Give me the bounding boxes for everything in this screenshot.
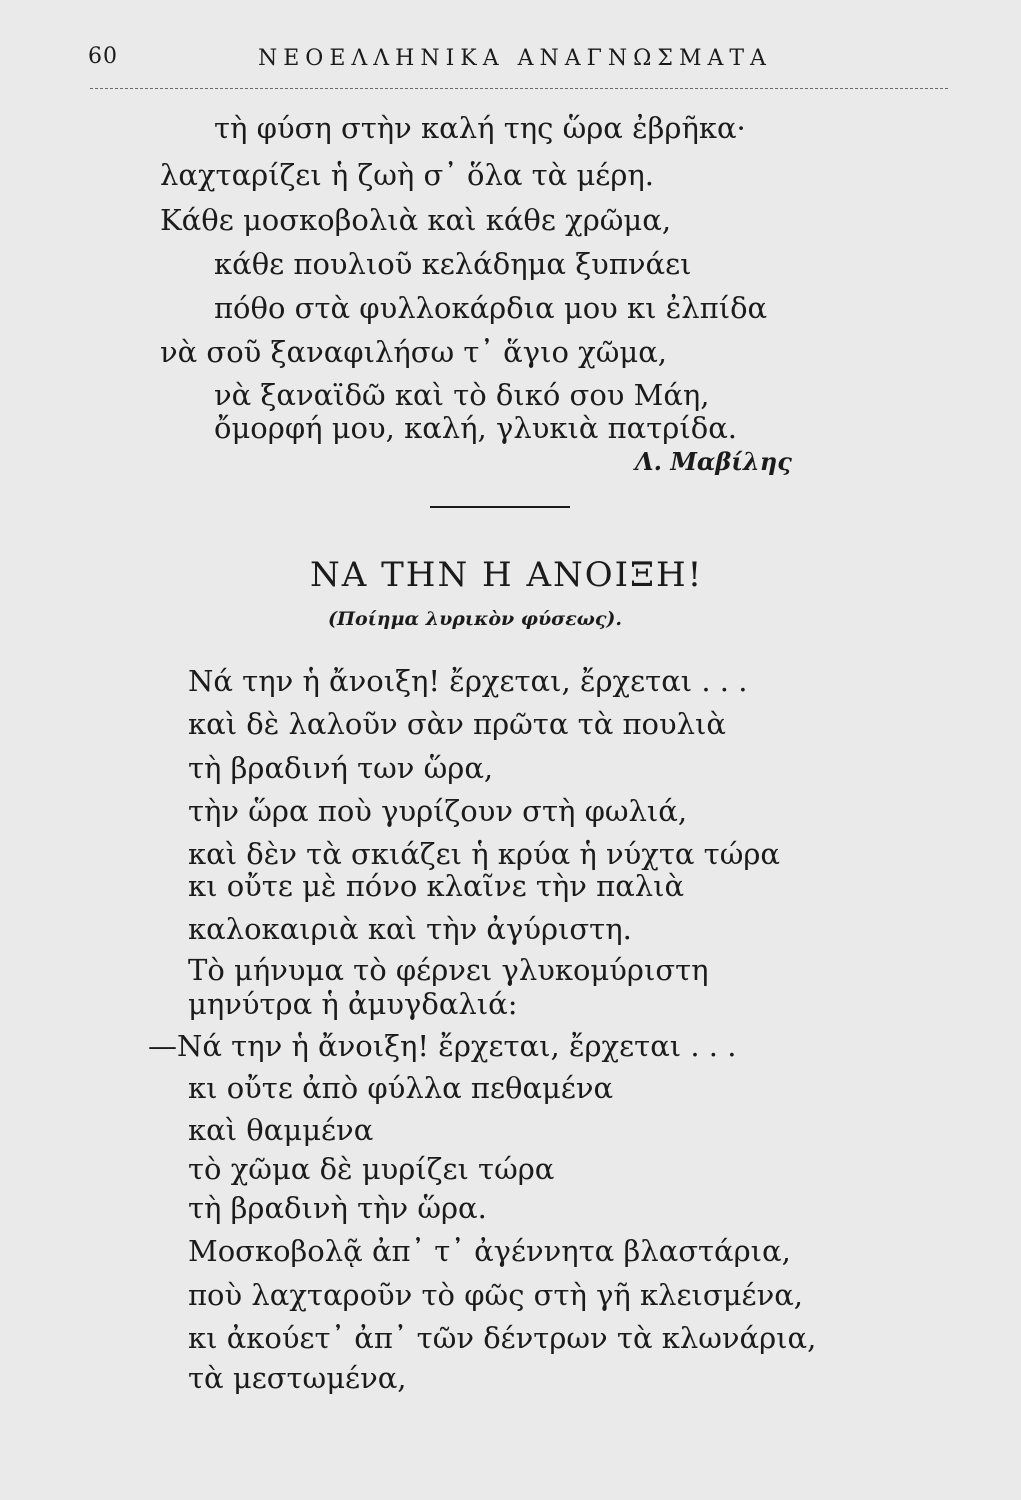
poem2-line: τὸ χῶμα δὲ μυρίζει τώρα	[188, 1152, 555, 1186]
poem2-line: τὰ μεστωμένα,	[188, 1361, 407, 1395]
poem2-line: —Νά την ἡ ἄνοιξη! ἔρχεται, ἔρχεται . . .	[148, 1029, 737, 1063]
poem1-line: λαχταρίζει ἡ ζωὴ σ᾽ ὅλα τὰ μέρη.	[160, 158, 654, 192]
section-divider	[430, 506, 570, 508]
poem1-line: νὰ σοῦ ξαναφιλήσω τ᾽ ἅγιο χῶμα,	[160, 335, 667, 369]
author-signature: Λ. Μαβίλης	[635, 447, 792, 476]
poem2-line: Μοσκοβολᾷ ἀπ᾽ τ᾽ ἀγέννητα βλαστάρια,	[188, 1234, 791, 1268]
poem1-line: κάθε πουλιοῦ κελάδημα ξυπνάει	[214, 247, 692, 281]
poem1-line: πόθο στὰ φυλλοκάρδια μου κι ἐλπίδα	[214, 291, 768, 325]
poem1-line: ὄμορφή μου, καλή, γλυκιὰ πατρίδα.	[214, 411, 737, 445]
header-divider	[90, 88, 948, 89]
poem2-line: τὴ βραδινὴ τὴν ὥρα.	[188, 1191, 487, 1225]
poem-title: ΝΑ ΤΗΝ Η ΑΝΟΙΞΗ!	[310, 555, 704, 595]
poem1-line: νὰ ξαναϊδῶ καὶ τὸ δικό σου Μάη,	[214, 378, 710, 412]
poem2-line: καὶ θαμμένα	[188, 1113, 374, 1147]
poem2-line: καὶ δὲν τὰ σκιάζει ἡ κρύα ἡ νύχτα τώρα	[188, 837, 781, 871]
running-title: ΝΕΟΕΛΛΗΝΙΚΑ ΑΝΑΓΝΩΣΜΑΤΑ	[258, 46, 772, 71]
poem2-line: Τὸ μήνυμα τὸ φέρνει γλυκομύριστη	[188, 953, 709, 987]
poem2-line: κι οὔτε ἀπὸ φύλλα πεθαμένα	[188, 1071, 614, 1105]
poem2-line: ποὺ λαχταροῦν τὸ φῶς στὴ γῆ κλεισμένα,	[188, 1278, 804, 1312]
poem2-line: καλοκαιριὰ καὶ τὴν ἀγύριστη.	[188, 912, 632, 946]
poem2-line: Νά την ἡ ἄνοιξη! ἔρχεται, ἔρχεται . . .	[188, 664, 748, 698]
poem2-line: καὶ δὲ λαλοῦν σὰν πρῶτα τὰ πουλιὰ	[188, 707, 726, 741]
poem1-line: Κάθε μοσκοβολιὰ καὶ κάθε χρῶμα,	[160, 203, 672, 237]
poem2-line: κι ἀκούετ᾽ ἀπ᾽ τῶν δέντρων τὰ κλωνάρια,	[188, 1321, 817, 1355]
page-number: 60	[88, 44, 118, 69]
poem2-line: μηνύτρα ἡ ἀμυγδαλιά:	[188, 987, 518, 1021]
poem1-line: τὴ φύση στὴν καλή της ὥρα ἐβρῆκα·	[214, 111, 746, 145]
poem2-line: τὴν ὥρα ποὺ γυρίζουν στὴ φωλιά,	[188, 794, 688, 828]
poem2-line: κι οὔτε μὲ πόνο κλαῖνε τὴν παλιὰ	[188, 869, 685, 903]
poem-subtitle: (Ποίημα λυρικὸν φύσεως).	[328, 608, 623, 630]
poem2-line: τὴ βραδινή των ὥρα,	[188, 751, 494, 785]
